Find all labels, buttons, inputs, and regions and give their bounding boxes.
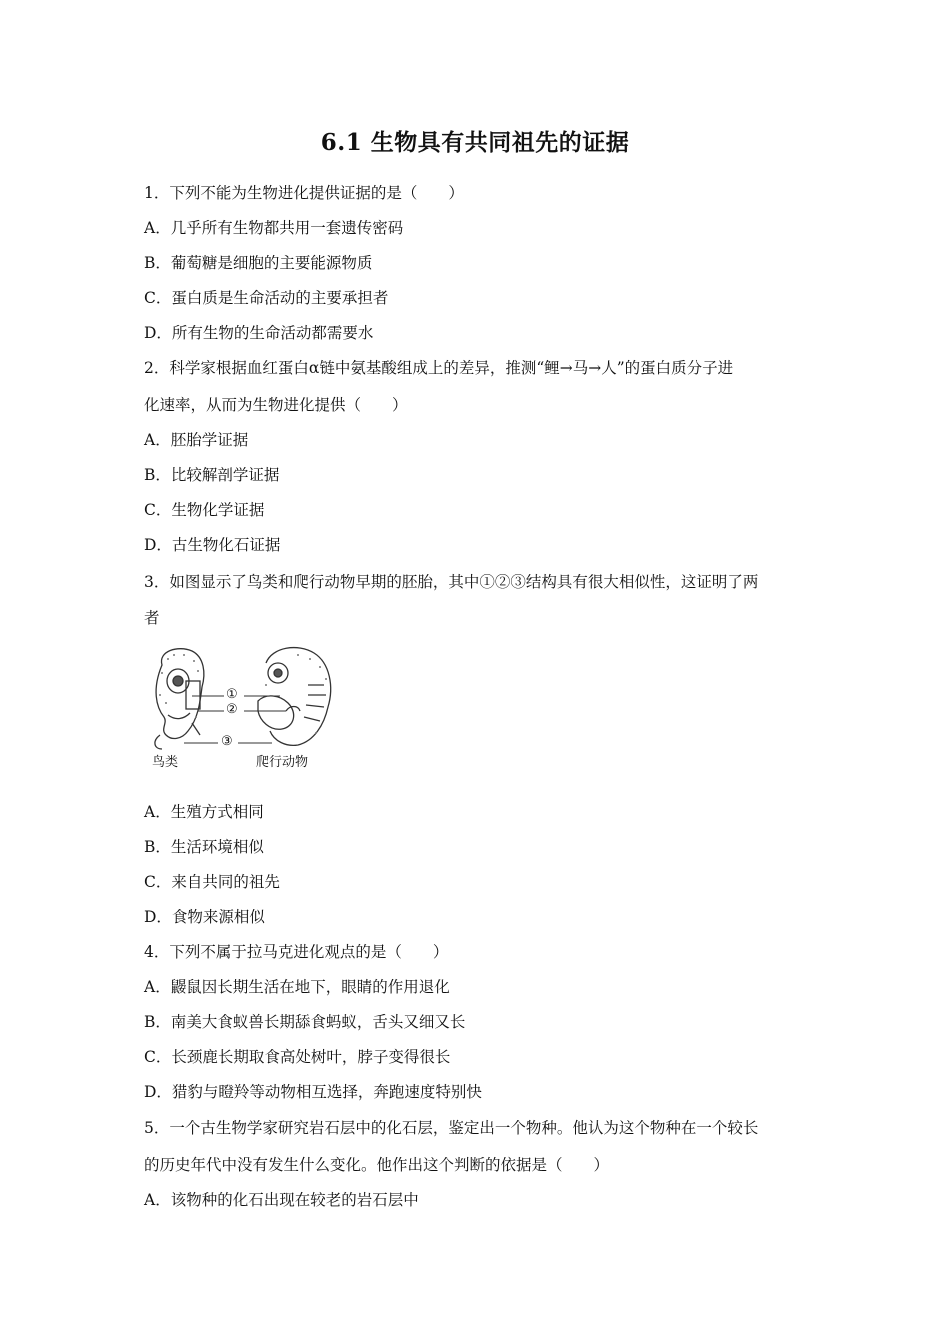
question-2-stem-line-1: 2．科学家根据血红蛋白α链中氨基酸组成上的差异，推测“鲤→马→人”的蛋白质分子进 [144, 359, 734, 377]
reptile-embryo-texture [265, 654, 327, 734]
question-4-option-c: C．长颈鹿长期取食高处树叶，脖子变得很长 [144, 1048, 451, 1066]
question-4-option-b: B．南美大食蚁兽长期舔食蚂蚁，舌头又细又长 [144, 1013, 466, 1031]
structure-label-1: ① [226, 687, 238, 702]
question-4-option-d: D．猎豹与瞪羚等动物相互选择，奔跑速度特别快 [144, 1083, 482, 1101]
question-1-option-a: A．几乎所有生物都共用一套遗传密码 [144, 219, 404, 237]
question-1-option-c: C．蛋白质是生命活动的主要承担者 [144, 289, 389, 307]
question-3-option-d: D．食物来源相似 [144, 908, 265, 926]
embryo-comparison-figure [148, 645, 338, 770]
question-2-option-a: A．胚胎学证据 [144, 431, 249, 449]
caption-reptile: 爬行动物 [256, 755, 309, 770]
question-2-stem-line-2: 化速率，从而为生物进化提供（ ） [144, 396, 408, 414]
question-1-stem: 1．下列不能为生物进化提供证据的是（ ） [144, 184, 464, 202]
question-3-stem-line-2: 者 [144, 609, 160, 627]
bird-embryo-drawing [155, 649, 204, 749]
question-2-option-b: B．比较解剖学证据 [144, 466, 280, 484]
structure-label-3: ③ [221, 734, 233, 749]
page-title: 6.1 生物具有共同祖先的证据 [320, 129, 630, 156]
question-3-option-b: B．生活环境相似 [144, 838, 264, 856]
question-3-option-c: C．来自共同的祖先 [144, 873, 280, 891]
question-1-option-b: B．葡萄糖是细胞的主要能源物质 [144, 254, 373, 272]
question-4-stem: 4．下列不属于拉马克进化观点的是（ ） [144, 943, 449, 961]
question-2-option-c: C．生物化学证据 [144, 501, 265, 519]
question-5-option-a: A．该物种的化石出现在较老的岩石层中 [144, 1191, 419, 1209]
question-3-option-a: A．生殖方式相同 [144, 803, 264, 821]
question-5-stem-line-2: 的历史年代中没有发生什么变化。他作出这个判断的依据是（ ） [144, 1156, 610, 1174]
question-3-stem-line-1: 3．如图显示了鸟类和爬行动物早期的胚胎，其中①②③结构具有很大相似性，这证明了两 [144, 573, 759, 591]
question-2-option-d: D．古生物化石证据 [144, 536, 281, 554]
question-5-stem-line-1: 5．一个古生物学家研究岩石层中的化石层，鉴定出一个物种。他认为这个物种在一个较长 [144, 1119, 759, 1137]
structure-label-2: ② [226, 702, 238, 717]
question-4-option-a: A．鼹鼠因长期生活在地下，眼睛的作用退化 [144, 978, 450, 996]
caption-bird: 鸟类 [152, 755, 179, 770]
question-1-option-d: D．所有生物的生命活动都需要水 [144, 324, 374, 342]
